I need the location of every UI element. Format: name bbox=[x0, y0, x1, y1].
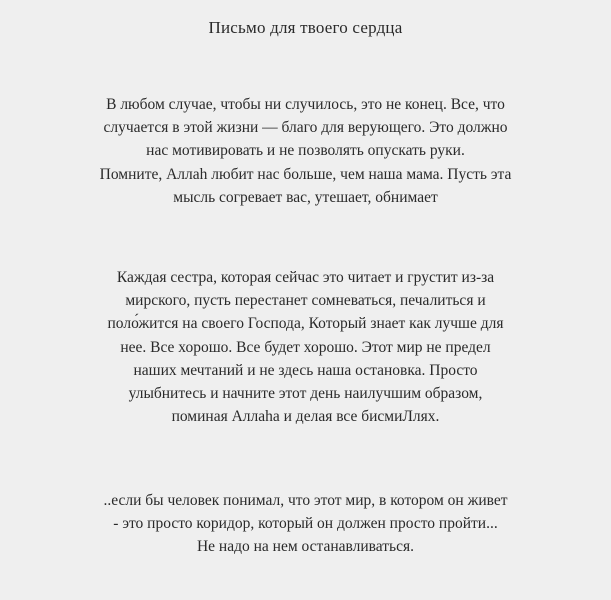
paragraph-line: мирского, пусть перестанет сомневаться, печалиться и bbox=[125, 292, 486, 310]
paragraph-line: поло́жится на своего Господа, Который знает как лучше для bbox=[107, 315, 504, 333]
paragraph-line: Не надо на нем останавливаться. bbox=[196, 538, 415, 556]
paragraph-line: В любом случае, чтобы ни случилось, это не конец. Все, что bbox=[106, 96, 505, 113]
paragraph-3 bbox=[20, 489, 591, 559]
paragraph-1 bbox=[20, 93, 591, 209]
paragraph-line: нее. Все хорошо. Все будет хорошо. Этот мир не предел bbox=[120, 338, 491, 356]
paragraph-line: Каждая сестра, которая сейчас это читает и грустит из-за bbox=[116, 269, 495, 286]
paragraph-line: поминая Аллаhа и делая все бисмиЛлях. bbox=[171, 408, 440, 426]
paragraph-line: улыбнитесь и начните этот день наилучшим образом, bbox=[128, 385, 483, 403]
paragraph-line: случается в этой жизни — благо для верующего. Это должно bbox=[103, 119, 508, 137]
paragraph-line: - это просто коридор, который он должен просто пройти... bbox=[113, 515, 498, 533]
paragraph-line: ..если бы человек понимал, что этот мир, в котором он живет bbox=[103, 492, 508, 509]
letter-title: Письмо для твоего сердца bbox=[208, 18, 403, 37]
paragraph-line: Помните, Аллаh любит нас больше, чем наша мама. Пусть эта bbox=[99, 165, 512, 183]
paragraph-2 bbox=[20, 266, 591, 428]
paragraph-line: мысль согревает вас, утешает, обнимает bbox=[173, 188, 438, 206]
paragraph-line: наших мечтаний и не здесь наша остановка. Просто bbox=[133, 361, 478, 379]
paragraph-line: нас мотивировать и не позволять опускать руки. bbox=[146, 142, 465, 160]
